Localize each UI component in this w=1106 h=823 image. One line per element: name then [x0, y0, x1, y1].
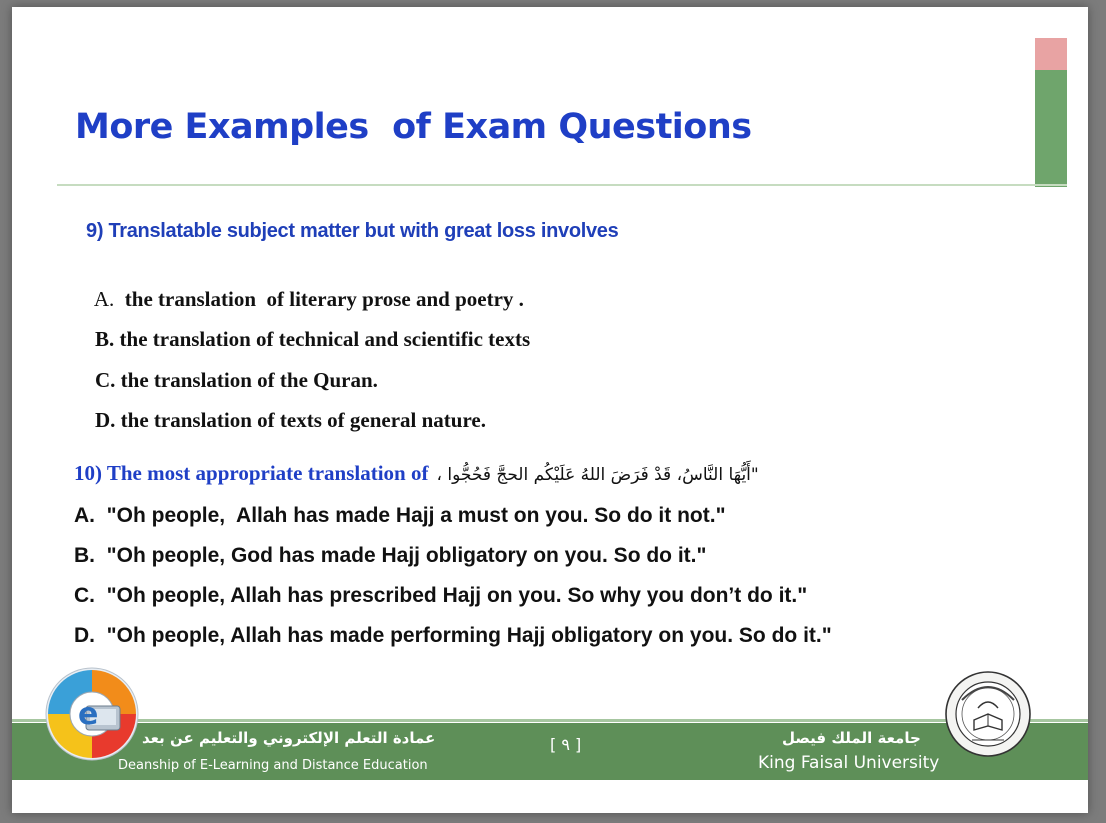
question-10-text: 10) The most appropriate translation of	[74, 461, 429, 485]
university-english: King Faisal University	[758, 753, 940, 773]
option-letter: D.	[95, 408, 116, 432]
option-letter: B.	[95, 327, 115, 351]
title-divider	[57, 184, 1067, 186]
elearning-logo-icon	[42, 664, 142, 768]
option-letter: C.	[95, 368, 116, 392]
slide	[12, 7, 1088, 813]
question-10-prompt	[74, 461, 759, 486]
question-10-option-d: D. "Oh people, Allah has made performing Hajj obligatory on you. So do it."	[74, 624, 832, 647]
page-number: [ ٩ ]	[550, 735, 582, 754]
question-10-option-b: B. "Oh people, God has made Hajj obligatory on you. So do it."	[74, 544, 707, 567]
question-9-prompt: 9) Translatable subject matter but with great loss involves	[86, 220, 619, 242]
accent-bar-green	[1035, 70, 1067, 187]
accent-bar-pink	[1035, 38, 1067, 70]
slide-title: More Examples of Exam Questions	[75, 107, 752, 147]
arabic-quote: "أَيُّهَا النَّاسُ، قَدْ فَرَضَ اللهُ عَلَيْكُم الحجَّ فَحُجُّوا ،	[436, 465, 759, 485]
question-10-option-c: C. "Oh people, Allah has prescribed Hajj on you. So why you don’t do it."	[74, 584, 808, 607]
question-10-option-a: A. "Oh people, Allah has made Hajj a must on you. So do it not."	[74, 504, 726, 527]
option-text: the translation of texts of general nature.	[115, 408, 486, 432]
university-seal-icon	[944, 670, 1032, 758]
deanship-english: Deanship of E-Learning and Distance Education	[118, 758, 428, 773]
footer-divider	[12, 719, 1088, 722]
university-arabic: جامعة الملك فيصل	[782, 729, 921, 747]
option-text: the translation of the Quran.	[115, 368, 378, 392]
option-text: the translation of literary prose and poetry .	[114, 287, 524, 311]
logo-letter-e: e	[78, 697, 99, 732]
option-letter: A.	[93, 287, 115, 311]
question-9-option-d	[74, 383, 486, 458]
deanship-arabic: عمادة التعلم الإلكتروني والتعليم عن بعد	[142, 729, 436, 747]
option-text: the translation of technical and scientific texts	[114, 327, 531, 351]
